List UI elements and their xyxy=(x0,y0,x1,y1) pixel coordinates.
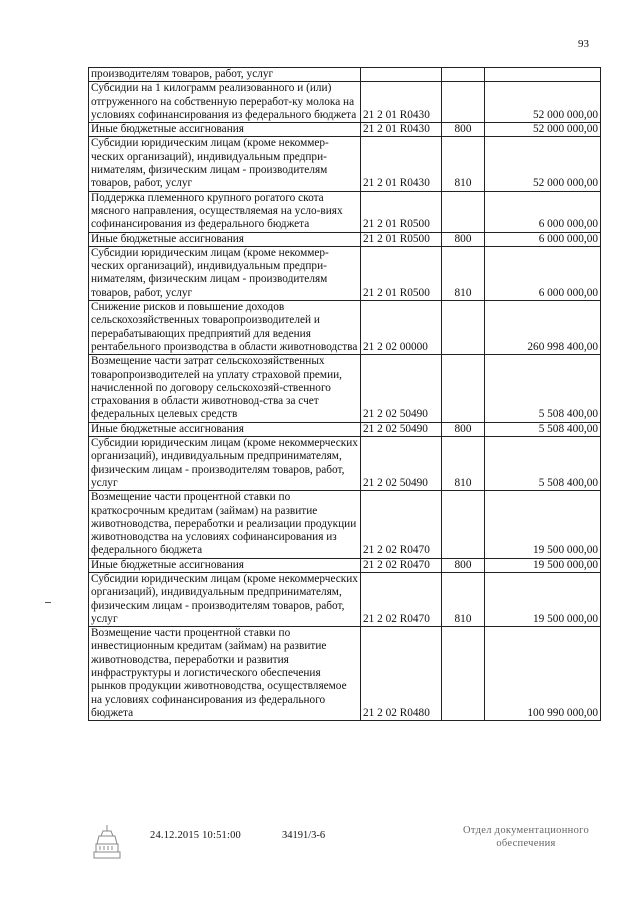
row-name-cell: Возмещение части затрат сельскохозяйственных товаропроизводителей на уплату страховой премии, начисленной по договору сельскохозяй-ственного страхования в области животновод-ства за счет федеральных целевых средств xyxy=(89,355,361,422)
row-code-cell: 21 2 02 00000 xyxy=(361,301,442,355)
row-sum-cell: 5 508 400,00 xyxy=(485,437,601,491)
row-sum-cell: 52 000 000,00 xyxy=(485,82,601,123)
row-name-cell: Поддержка племенного крупного рогатого скота мясного направления, осуществляемая на усло-виях софинансирования из федерального бюджета xyxy=(89,191,361,232)
row-name-cell: Возмещение части процентной ставки по инвестиционным кредитам (займам) на развитие животноводства, переработки и развития инфраструктуры и логистического обеспечения рынков продукции животноводства, осуществляемое на условиях софинансирования из федерального бюджета xyxy=(89,627,361,721)
row-sum-cell: 100 990 000,00 xyxy=(485,627,601,721)
row-name-cell: Субсидии юридическим лицам (кроме некоммер-ческих организаций), индивидуальным предпри-нимателям, физическим лицам - производителям товаров, работ, услуг xyxy=(89,246,361,300)
row-name-cell: Иные бюджетные ассигнования xyxy=(89,232,361,246)
row-code-cell: 21 2 01 R0430 xyxy=(361,82,442,123)
row-sum-cell xyxy=(485,68,601,82)
row-sum-cell: 52 000 000,00 xyxy=(485,123,601,137)
row-vid-cell xyxy=(442,301,485,355)
table-row xyxy=(89,558,601,572)
table-row xyxy=(89,301,601,355)
row-code-cell: 21 2 02 50490 xyxy=(361,422,442,436)
table-row xyxy=(89,437,601,491)
row-vid-cell xyxy=(442,627,485,721)
row-code-cell: 21 2 01 R0500 xyxy=(361,246,442,300)
row-name-cell: Снижение рисков и повышение доходов сельскохозяйственных товаропроизводителей и перерабатывающих предприятий для ведения рентабельного производства в области животноводства xyxy=(89,301,361,355)
table-row xyxy=(89,123,601,137)
row-sum-cell: 5 508 400,00 xyxy=(485,355,601,422)
row-code-cell: 21 2 02 50490 xyxy=(361,437,442,491)
row-code-cell: 21 2 02 R0470 xyxy=(361,572,442,626)
footer-doc-number: 34191/3-6 xyxy=(282,830,326,841)
table-row xyxy=(89,191,601,232)
registry-stamp-icon xyxy=(92,822,122,862)
row-vid-cell: 810 xyxy=(442,137,485,191)
margin-mark xyxy=(45,602,51,603)
footer-datetime: 24.12.2015 10:51:00 xyxy=(150,830,242,841)
row-vid-cell: 810 xyxy=(442,246,485,300)
row-code-cell: 21 2 02 R0480 xyxy=(361,627,442,721)
row-vid-cell: 800 xyxy=(442,558,485,572)
row-code-cell: 21 2 01 R0500 xyxy=(361,232,442,246)
row-vid-cell: 800 xyxy=(442,123,485,137)
row-name-cell: Иные бюджетные ассигнования xyxy=(89,558,361,572)
row-code-cell: 21 2 01 R0430 xyxy=(361,137,442,191)
table-row xyxy=(89,572,601,626)
row-code-cell: 21 2 01 R0430 xyxy=(361,123,442,137)
row-code-cell: 21 2 02 R0470 xyxy=(361,558,442,572)
row-vid-cell xyxy=(442,68,485,82)
row-vid-cell: 800 xyxy=(442,232,485,246)
footer-department-stamp xyxy=(446,824,606,850)
row-vid-cell: 810 xyxy=(442,437,485,491)
row-sum-cell: 6 000 000,00 xyxy=(485,246,601,300)
budget-table xyxy=(88,67,601,721)
row-name-cell: производителям товаров, работ, услуг xyxy=(89,68,361,82)
table-row xyxy=(89,232,601,246)
budget-table-body xyxy=(89,68,601,721)
row-name-cell: Иные бюджетные ассигнования xyxy=(89,422,361,436)
row-code-cell: 21 2 02 50490 xyxy=(361,355,442,422)
row-code-cell: 21 2 02 R0470 xyxy=(361,491,442,558)
row-vid-cell: 810 xyxy=(442,572,485,626)
table-row xyxy=(89,355,601,422)
table-row xyxy=(89,82,601,123)
row-name-cell: Возмещение части процентной ставки по краткосрочным кредитам (займам) на развитие животноводства, переработки и реализации продукции животноводства на условиях софинансирования из федерального бюджета xyxy=(89,491,361,558)
row-sum-cell: 6 000 000,00 xyxy=(485,232,601,246)
table-row xyxy=(89,422,601,436)
row-vid-cell xyxy=(442,355,485,422)
row-name-cell: Субсидии юридическим лицам (кроме некоммер-ческих организаций), индивидуальным предпри-нимателям, физическим лицам - производителям товаров, работ, услуг xyxy=(89,137,361,191)
row-code-cell: 21 2 01 R0500 xyxy=(361,191,442,232)
row-sum-cell: 52 000 000,00 xyxy=(485,137,601,191)
row-sum-cell: 19 500 000,00 xyxy=(485,558,601,572)
row-name-cell: Иные бюджетные ассигнования xyxy=(89,123,361,137)
row-sum-cell: 6 000 000,00 xyxy=(485,191,601,232)
page-number: 93 xyxy=(578,38,589,50)
row-sum-cell: 19 500 000,00 xyxy=(485,491,601,558)
footer-department-line1: Отдел документационного xyxy=(462,825,590,836)
row-vid-cell: 800 xyxy=(442,422,485,436)
row-sum-cell: 5 508 400,00 xyxy=(485,422,601,436)
row-code-cell xyxy=(361,68,442,82)
table-row xyxy=(89,246,601,300)
table-row xyxy=(89,627,601,721)
row-name-cell: Субсидии юридическим лицам (кроме некоммерческих организаций), индивидуальным предпринимателям, физическим лицам - производителям товаров, работ, услуг xyxy=(89,572,361,626)
row-vid-cell xyxy=(442,491,485,558)
table-row xyxy=(89,137,601,191)
row-sum-cell: 19 500 000,00 xyxy=(485,572,601,626)
row-vid-cell xyxy=(442,82,485,123)
row-name-cell: Субсидии юридическим лицам (кроме некоммерческих организаций), индивидуальным предпринимателям, физическим лицам - производителям товаров, работ, услуг xyxy=(89,437,361,491)
table-row xyxy=(89,491,601,558)
row-sum-cell: 260 998 400,00 xyxy=(485,301,601,355)
footer-department-line2: обеспечения xyxy=(496,838,556,849)
row-name-cell: Субсидии на 1 килограмм реализованного и (или) отгруженного на собственную переработ-ку молока на условиях софинансирования из федерального бюджета xyxy=(89,82,361,123)
table-row xyxy=(89,68,601,82)
row-vid-cell xyxy=(442,191,485,232)
